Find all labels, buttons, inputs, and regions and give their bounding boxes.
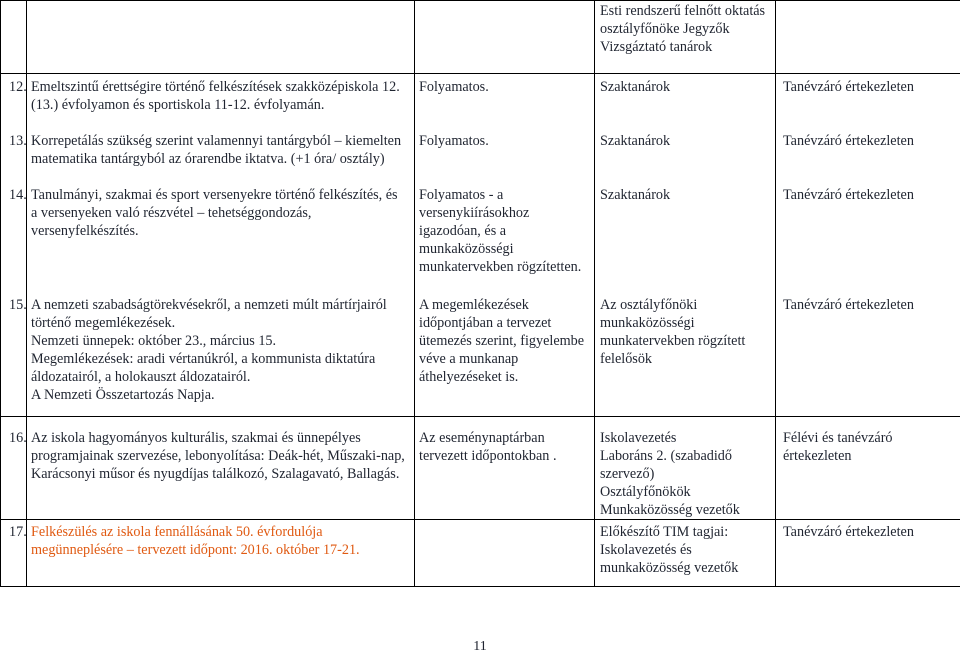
- row-responsible: Osztályfőnökök: [600, 483, 769, 501]
- responsible-cell: [595, 417, 776, 520]
- row-number: 16.: [9, 429, 26, 447]
- description-cell: [27, 1, 415, 74]
- description-cell: [27, 417, 415, 520]
- row-timing: A megemlékezések időpontjában a tervezet ütemezés szerint, figyelembe véve a munkanap áthelyezéseket is.: [419, 296, 588, 386]
- num-cell: [1, 74, 27, 417]
- table-row: [1, 417, 960, 520]
- row-number: 15.: [9, 296, 26, 314]
- row-responsible: Iskolavezetés: [600, 429, 769, 447]
- timing-cell: [415, 417, 595, 520]
- page-number: 11: [0, 638, 960, 656]
- responsible-cell: [595, 74, 776, 417]
- num-cell: [1, 417, 27, 520]
- row-description: Korrepetálás szükség szerint valamennyi tantárgyból – kiemelten matematika tantárgyból az órarendbe iktatva. (+1 óra/ osztály): [31, 132, 406, 186]
- row-description: A nemzeti szabadságtörekvésekről, a nemzeti múlt mártírjairól történő megemlékezések. Nemzeti ünnepek: október 23., március 15. Megemlékezések: aradi vértanúkról, a kommunista diktatúra áldozatairól, a holokauszt áldozatairól. A Nemzeti Összetartozás Napja.: [31, 296, 406, 404]
- row-timing: Az eseménynaptárban tervezett időpontokban .: [419, 429, 588, 465]
- row-description: Az iskola hagyományos kulturális, szakmai és ünnepélyes programjainak szervezése, lebonyolítása: Deák-hét, Műszaki-nap, Karácsonyi műsor és nyugdíjas találkozó, Szalagavató, Ballagás.: [31, 429, 406, 483]
- row-deadline: Félévi és tanévzáró értekezleten: [783, 429, 954, 465]
- row-number: 17.: [9, 523, 26, 541]
- table-row: [1, 1, 960, 74]
- row-description: Felkészülés az iskola fennállásának 50. évfordulója megünneplésére – tervezett időpont: 2016. október 17-21.: [31, 523, 406, 559]
- description-cell: [27, 74, 415, 417]
- row-timing: Folyamatos - a versenykiírásokhoz igazodóan, és a munkaközösségi munkatervekben rögzítetten.: [419, 186, 588, 296]
- row-number: 13.: [9, 132, 26, 150]
- timing-cell: [415, 1, 595, 74]
- deadline-cell: [776, 74, 960, 417]
- row-responsible: Előkészítő TIM tagjai: Iskolavezetés és munkaközösség vezetők: [600, 523, 769, 577]
- timing-cell: [415, 520, 595, 587]
- row-responsible: Az osztályfőnöki munkaközösségi munkatervekben rögzített felelősök: [600, 296, 769, 368]
- row-responsible: Szaktanárok: [600, 78, 769, 132]
- row-responsible: Munkaközösség vezetők: [600, 501, 769, 519]
- row-responsible: Laboráns 2. (szabadidő szervező): [600, 447, 769, 483]
- deadline-cell: [776, 1, 960, 74]
- row-responsible: Szaktanárok: [600, 186, 769, 296]
- table-row: [1, 74, 960, 417]
- timing-cell: [415, 74, 595, 417]
- row-number: 14.: [9, 186, 26, 204]
- row-deadline: Tanévzáró értekezleten: [783, 132, 954, 186]
- row-timing: Folyamatos.: [419, 132, 588, 186]
- row-description: Emeltszintű érettségire történő felkészítések szakközépiskola 12. (13.) évfolyamon és sportiskola 11-12. évfolyamán.: [31, 78, 406, 132]
- carryover-responsible: Esti rendszerű felnőtt oktatás osztályfőnöke Jegyzők Vizsgáztató tanárok: [600, 1, 769, 56]
- deadline-cell: [776, 520, 960, 587]
- row-timing: Folyamatos.: [419, 78, 588, 132]
- responsible-cell: [595, 520, 776, 587]
- row-responsible: Szaktanárok: [600, 132, 769, 186]
- description-cell: [27, 520, 415, 587]
- row-deadline: Tanévzáró értekezleten: [783, 296, 954, 314]
- num-cell: [1, 1, 27, 74]
- row-number: 12.: [9, 78, 26, 96]
- responsible-cell: [595, 1, 776, 74]
- row-description: Tanulmányi, szakmai és sport versenyekre történő felkészítés, és a versenyeken való részvétel – tehetséggondozás, versenyfelkészítés.: [31, 186, 406, 296]
- deadline-cell: [776, 417, 960, 520]
- table-row: [1, 520, 960, 587]
- row-deadline: Tanévzáró értekezleten: [783, 186, 954, 296]
- row-deadline: Tanévzáró értekezleten: [783, 523, 954, 541]
- num-cell: [1, 520, 27, 587]
- row-deadline: Tanévzáró értekezleten: [783, 78, 954, 132]
